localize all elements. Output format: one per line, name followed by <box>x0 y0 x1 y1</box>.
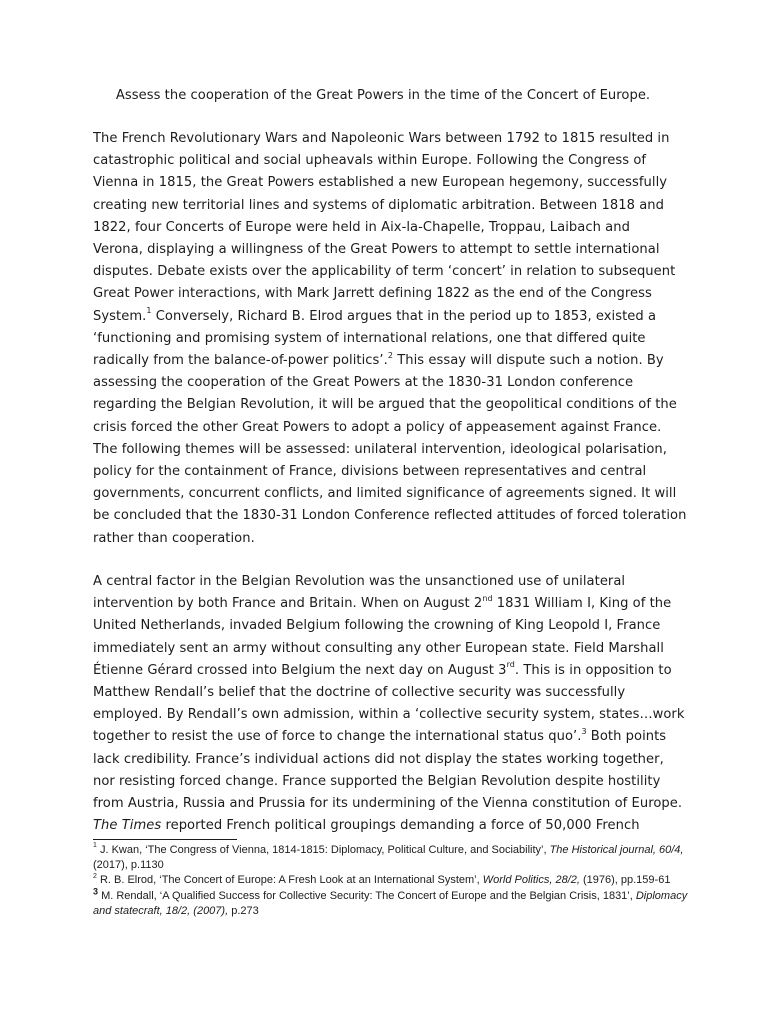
text-line: policy for the containment of France, divisions between representatives and central <box>93 464 647 480</box>
text-line: employed. By Rendall’s own admission, within a ‘collective security system, states…work <box>93 707 685 723</box>
footnote-3: $^3$ M. Rendall, ‘A Qualified Success for Collective Security: The Concert of Europe and the Belgian Crisis, 1831’, Diplomacy and statecraft, 18/2, (2007), p.273 <box>93 885 688 917</box>
text-line: be concluded that the 1830-31 London Conference reflected attitudes of forced toleration <box>93 508 687 524</box>
text-line: immediately sent an army without consulting any other European state. Field Marshall <box>93 640 664 656</box>
text-line: from Austria, Russia and Prussia for its undermining of the Vienna constitution of Europe. <box>93 796 683 812</box>
text-line: System.$^1$ Conversely, Richard B. Elrod argues that in the period up to 1853, existed a <box>93 306 657 324</box>
text-line: catastrophic political and social upheavals within Europe. Following the Congress of <box>93 153 647 169</box>
footnote-1: $^1$ J. Kwan, ‘The Congress of Vienna, 1814-1815: Diplomacy, Political Culture, and Sociability’, The Historical journal, 60/4, (2017), p.1130 <box>93 842 684 872</box>
text-line: ‘functioning and promising system of international relations, one that differed quite <box>93 330 646 346</box>
text-line: United Netherlands, invaded Belgium following the crowning of King Leopold I, France <box>93 618 661 634</box>
text-line: Matthew Rendall’s belief that the doctrine of collective security was successfully <box>93 685 626 701</box>
footnote-ref-2[interactable]: 2 <box>387 350 393 360</box>
text-line: assessing the cooperation of the Great Powers at the 1830-31 London conference <box>93 375 634 391</box>
text-line: radically from the balance-of-power politics’.$^2$ This essay will dispute such a notion. By <box>93 350 664 369</box>
text-line: lack credibility. France’s individual actions did not display the states working together, <box>93 751 664 767</box>
text-line: Verona, displaying a willingness of the Great Powers to attempt to settle international <box>93 242 660 258</box>
text-line: 1822, four Concerts of Europe were held in Aix-la-Chapelle, Troppau, Laibach and <box>93 219 630 235</box>
footnote-separator <box>93 839 237 840</box>
text-line: Étienne Gérard crossed into Belgium the next day on August 3rd. This is in opposition to <box>93 660 672 678</box>
text-line: disputes. Debate exists over the applicability of term ‘concert’ in relation to subsequent <box>93 264 676 280</box>
text-line: The French Revolutionary Wars and Napoleonic Wars between 1792 to 1815 resulted in <box>93 131 670 146</box>
text-line: crisis forced the other Great Powers to adopt a policy of appeasement against France. <box>93 419 662 435</box>
ordinal-suffix: nd <box>482 593 493 603</box>
text-line: rather than cooperation. <box>93 530 255 546</box>
text-line: Vienna in 1815, the Great Powers established a new European hegemony, successfully <box>93 175 668 191</box>
paragraph-1 <box>93 128 687 550</box>
text-line: governments, concurrent conflicts, and limited significance of agreements signed. It will <box>93 486 677 502</box>
essay-title: Assess the cooperation of the Great Powers in the time of the Concert of Europe. <box>115 88 651 103</box>
footnote-ref-1[interactable]: 1 <box>146 306 152 316</box>
text-line: The Times reported French political groupings demanding a force of 50,000 French <box>93 818 640 834</box>
text-line: regarding the Belgian Revolution, it will be argued that the geopolitical conditions of the <box>93 397 677 413</box>
footnotes <box>93 843 693 919</box>
text-line: together to resist the use of force to change the international status quo’.$^3$ Both points <box>93 727 667 745</box>
ordinal-suffix: rd <box>506 660 515 670</box>
text-line: The following themes will be assessed: unilateral intervention, ideological polarisation, <box>93 441 667 457</box>
text-line: nor resisting forced change. France supported the Belgian Revolution despite hostility <box>93 773 661 789</box>
footnote-ref-3[interactable]: 3 <box>581 727 587 737</box>
footnote-2: $^2$ R. B. Elrod, ‘The Concert of Europe: A Fresh Look at an International System’, World Politics, 28/2, (1976), pp.159-61 <box>93 872 671 887</box>
text-line: intervention by both France and Britain. When on August 2nd 1831 William I, King of the <box>93 593 672 612</box>
text-line: creating new territorial lines and systems of diplomatic arbitration. Between 1818 and <box>93 197 665 213</box>
paragraph-2 <box>93 571 683 837</box>
text-line: Great Power interactions, with Mark Jarrett defining 1822 as the end of the Congress <box>93 286 652 302</box>
text-line: A central factor in the Belgian Revolution was the unsanctioned use of unilateral <box>93 574 626 589</box>
